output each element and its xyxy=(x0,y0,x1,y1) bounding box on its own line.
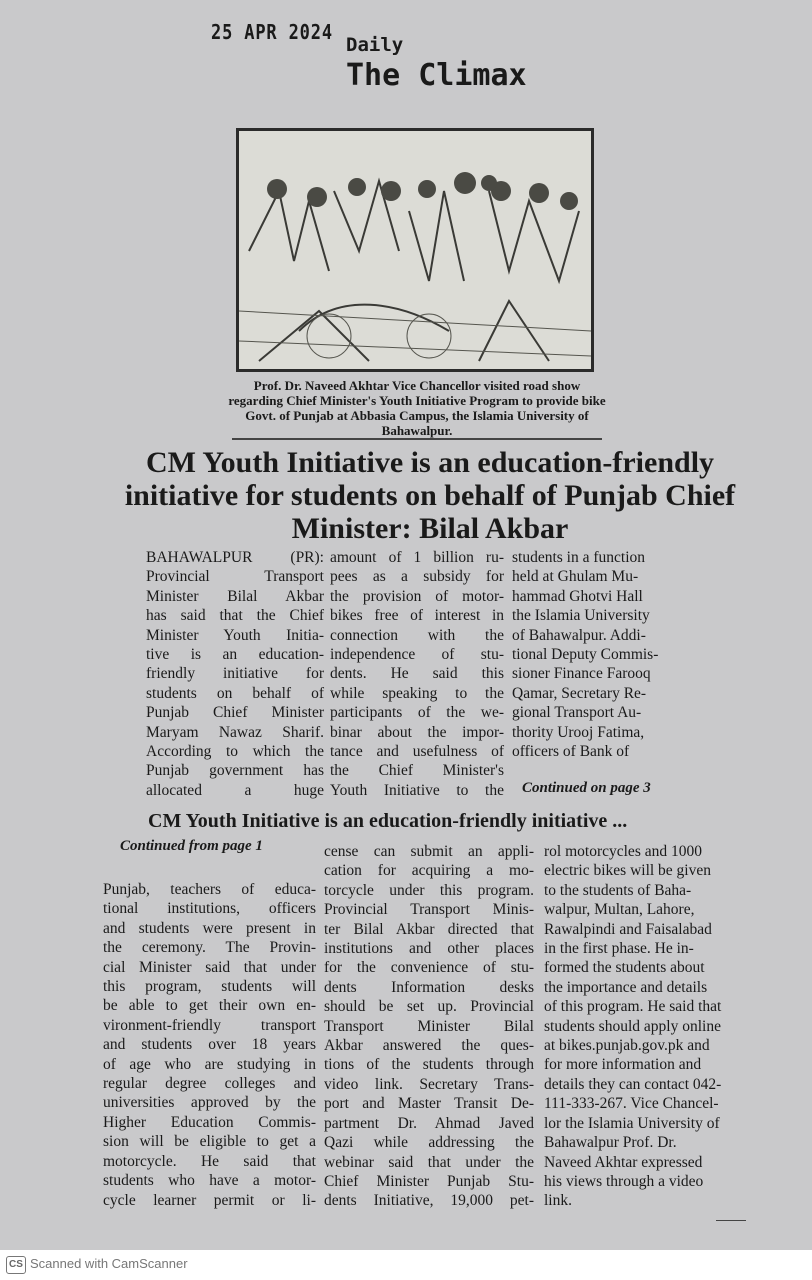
photo-caption: Prof. Dr. Naveed Akhtar Vice Chancellor visited road show regarding Chief Minister's Youth Initiative Program to provide bike Govt. of Punjab at Abbasia Campus, the Islamia University of Bahawalpur. xyxy=(228,378,606,438)
news-photo xyxy=(236,128,594,372)
newspaper-daily-label: Daily xyxy=(346,34,404,56)
end-rule xyxy=(716,1220,746,1221)
camscanner-icon: CS xyxy=(6,1256,26,1274)
continuation-column-1: Punjab, teachers of educa- tional institutions, officers and students were present in the ceremony. The Provin- cial Minister said that under this program, students will be able to get their own en- vironment-friendly transport and students over 18 years of age who are studying in regular degree colleges and universities approved by the Higher Education Commis- sion will be eligible to get a motorcycle. He said that students who have a motor- cycle learner permit or li- xyxy=(103,881,316,1209)
article-column-1: BAHAWALPUR (PR): Provincial Transport Minister Bilal Akbar has said that the Chief Minister Youth Initia- tive is an education- friendly initiative for students on behalf of Punjab Chief Minister Maryam Nawaz Sharif. According to which the Punjab government has allocated a huge xyxy=(146,549,324,799)
clipping-date: 25 APR 2024 xyxy=(211,20,333,44)
crowd-photo-illustration xyxy=(239,131,591,369)
continued-on-note: Continued on page 3 xyxy=(522,780,651,796)
article-column-3: students in a function held at Ghulam Mu- hammad Ghotvi Hall the Islamia University of Bahawalpur. Addi- tional Deputy Commis- sioner Finance Farooq Qamar, Secretary Re- gional Transport Au- thority Urooj Fatima, officers of Bank of xyxy=(512,549,659,761)
newspaper-name: The Climax xyxy=(346,58,527,93)
continuation-column-2: cense can submit an appli- cation for acquiring a mo- torcycle under this program. Provincial Transport Minis- ter Bilal Akbar directed that institutions and other places for the convenience of stu- dents Information desks should be set up. Provincial Transport Minister Bilal Akbar answered the ques- tions of the students through video link. Secretary Trans- port and Master Transit De- partment Dr. Ahmad Javed Qazi while addressing the webinar said that under the Chief Minister Punjab Stu- dents Initiative, 19,000 pet- xyxy=(324,843,534,1210)
article-column-2: amount of 1 billion ru- pees as a subsidy for the provision of motor- bikes free of interest in connection with the independence of stu- dents. He said this while speaking to the participants of the we- binar about the impor- tance and usefulness of the Chief Minister's Youth Initiative to the xyxy=(330,549,504,799)
caption-divider xyxy=(232,438,602,440)
continuation-headline: CM Youth Initiative is an education-friendly initiative ... xyxy=(148,810,628,832)
article-headline: CM Youth Initiative is an education-friendly initiative for students on behalf of Punjab Chief Minister: Bilal Akbar xyxy=(124,446,736,545)
scanner-watermark-text: Scanned with CamScanner xyxy=(30,1256,188,1271)
continued-from-note: Continued from page 1 xyxy=(120,838,263,854)
continuation-column-3: rol motorcycles and 1000 electric bikes will be given to the students of Baha- walpur, Multan, Lahore, Rawalpindi and Faisalabad in the first phase. He in- formed the students about the importance and details of this program. He said that students should apply online at bikes.punjab.gov.pk and for more information and details they can contact 042- 111-333-267. Vice Chancel- lor the Islamia University of Bahawalpur Prof. Dr. Naveed Akhtar expressed his views through a video link. xyxy=(544,843,722,1210)
